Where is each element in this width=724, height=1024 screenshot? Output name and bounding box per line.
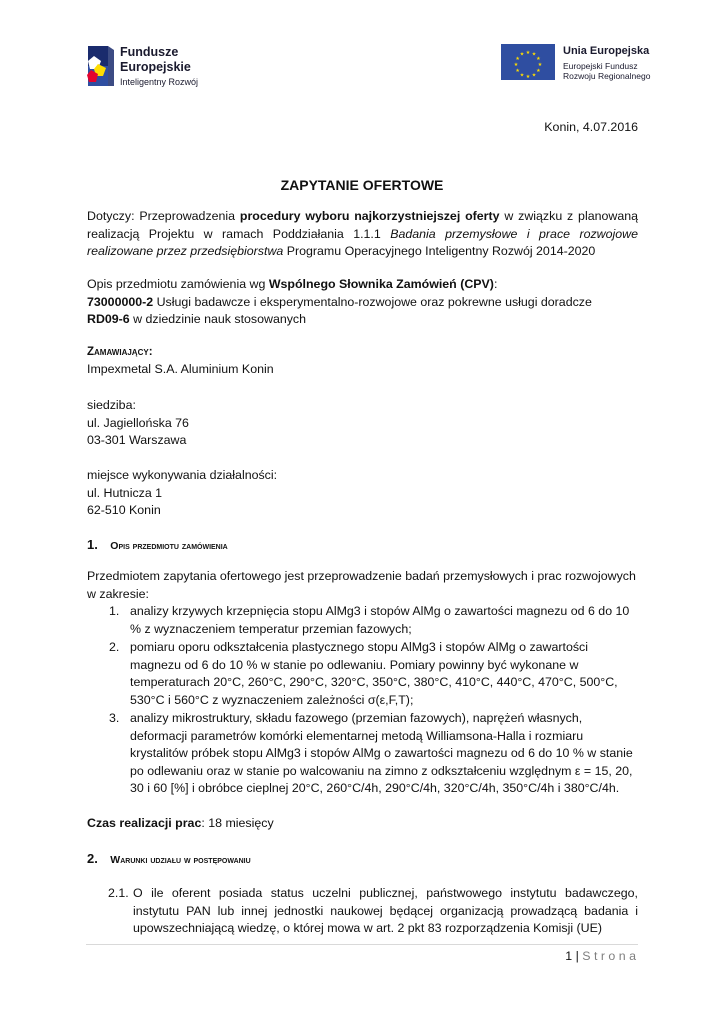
fe-emblem-icon xyxy=(86,42,116,90)
section2-item-1 xyxy=(108,885,638,938)
section1-item-2-text: pomiaru oporu odkształcenia plastycznego stopu AlMg3 i stopów AlMg o zawartości magnezu od 6 do 10 % w stanie po odlewaniu. Pomiary powinny być wykonane w temperaturach 20°C, 260°C, 290°C, 320°C, 350°C, 380°C, 410°C, 440°C, 470°C, 500°C, 530°C i 560°C z wyznaczeniem zależności σ(ε,F,T); xyxy=(130,640,618,707)
unia-europejska-logo xyxy=(501,44,661,84)
section1-item-1-text: analizy krzywych krzepnięcia stopu AlMg3 i stopów AlMg o zawartości magnezu od 6 do 10 % z wyznaczeniem temperatur przemian fazowych; xyxy=(130,604,630,636)
miejsce-label: miejsce wykonywania działalności: xyxy=(87,468,278,482)
miejsce-block xyxy=(87,467,277,520)
document-title: ZAPYTANIE OFERTOWE xyxy=(280,177,444,193)
intro-p1-end: Programu Operacyjnego Inteligentny Rozwój 2014-2020 xyxy=(283,244,596,259)
cpv-line3 xyxy=(87,311,647,329)
svg-text:★: ★ xyxy=(525,74,531,80)
section1-item-2 xyxy=(109,639,640,709)
cpv-code2-text: w dziedzinie nauk stosowanych xyxy=(129,312,307,327)
section2-heading xyxy=(87,850,251,868)
siedziba-block xyxy=(87,397,189,450)
svg-text:★: ★ xyxy=(531,72,537,79)
siedziba-city: 03-301 Warszawa xyxy=(87,433,187,448)
section1-item-3 xyxy=(109,710,640,798)
footer-label: S t r o n a xyxy=(582,949,636,963)
section1-heading xyxy=(87,536,228,554)
eu-line2: Rozwoju Regionalnego xyxy=(563,71,651,81)
svg-text:★: ★ xyxy=(536,68,541,74)
svg-text:★: ★ xyxy=(536,56,541,62)
fe-line1: Fundusze xyxy=(120,45,179,59)
svg-text:★: ★ xyxy=(515,68,520,74)
czas-label: Czas realizacji prac xyxy=(87,816,202,830)
section1-intro: Przedmiotem zapytania ofertowego jest przeprowadzenie badań przemysłowych i prac rozwojowych w zakresie: xyxy=(87,569,636,601)
intro-p1-rest: w związku z planowaną realizacją Projektu w ramach Poddziałania 1.1.1 xyxy=(87,209,638,241)
fundusze-europejskie-logo xyxy=(86,42,211,92)
cpv-line1-a: Opis przedmiotu zamówienia wg xyxy=(87,277,269,291)
svg-text:★: ★ xyxy=(519,72,525,79)
intro-p1-bold: procedury wyboru najkorzystniejszej oferty xyxy=(239,209,500,223)
czas-realizacji xyxy=(87,815,274,833)
cpv-line1-bold: Wspólnego Słownika Zamówień (CPV) xyxy=(268,277,494,291)
section1-item-3-text: analizy mikrostruktury, składu fazowego (przemian fazowych), naprężeń własnych, deformacji parametrów komórki elementarnej metodą Williamsona-Halla i rozmiaru krystalitów próbek stopu AlMg3 i stopów AlMg o zawartości magnezu od 6 do 10 % w stanie po odlewaniu oraz w stanie po walcowaniu na zimno z odkształceniu względnym ε = 15, 20, 30 i 60 [%] i obróbce cieplnej 20°C, 260°C/4h, 290°C/4h, 320°C/4h, 350°C/4h i 380°C/4h. xyxy=(130,711,633,796)
eu-flag-icon xyxy=(501,44,555,80)
footer-page-number: 1 xyxy=(565,949,573,963)
zamawiajacy-label: Zamawiający: xyxy=(87,346,153,358)
svg-text:★: ★ xyxy=(513,62,519,68)
cpv-line2 xyxy=(87,294,647,312)
section1-item-1 xyxy=(109,603,640,638)
siedziba-street: ul. Jagiellońska 76 xyxy=(87,415,189,430)
cpv-line1 xyxy=(87,276,647,294)
section1-item-2-num: 2. xyxy=(109,640,120,654)
fe-line2: Europejskie xyxy=(120,60,191,74)
miejsce-city: 62-510 Konin xyxy=(87,503,161,518)
section1-item-3-num: 3. xyxy=(109,711,120,725)
section1-title: Opis przedmiotu zamówienia xyxy=(110,540,228,552)
footer-divider xyxy=(86,944,638,945)
section2-title: Warunki udziału w postępowaniu xyxy=(110,854,251,866)
svg-text:★: ★ xyxy=(537,62,543,68)
cpv-line1-b: : xyxy=(493,277,498,291)
siedziba-label: siedziba: xyxy=(87,398,136,412)
svg-text:★: ★ xyxy=(525,50,531,56)
eu-title: Unia Europejska xyxy=(563,45,650,57)
fe-line3: Inteligentny Rozwój xyxy=(120,77,199,87)
section2-item-1-text: O ile oferent posiada status uczelni publicznej, państwowego instytutu badawczego, instytutu PAN lub innej jednostki naukowej będącej organizacją prowadzącą badania i upowszechniającą wiedzę, o której mowa w art. 2 pkt 83 rozporządzenia Komisji (UE) xyxy=(133,886,638,936)
intro-p1: Dotyczy: Przeprowadzenia xyxy=(87,209,240,223)
section2-num: 2. xyxy=(87,851,98,866)
cpv-code1: 73000000-2 xyxy=(87,294,154,309)
svg-text:★: ★ xyxy=(515,56,520,62)
czas-value: : 18 miesięcy xyxy=(201,816,274,830)
document-date: Konin, 4.07.2016 xyxy=(544,120,638,134)
section2-item-1-num: 2.1. xyxy=(108,886,129,900)
cpv-code1-text: Usługi badawcze i eksperymentalno-rozwojowe oraz pokrewne usługi doradcze xyxy=(153,294,592,309)
page-footer xyxy=(565,948,636,966)
intro-p1-italic: Badania przemysłowe i prace rozwojowe realizowane przez przedsiębiorstwa xyxy=(87,226,639,259)
section1-item-1-num: 1. xyxy=(109,604,120,618)
zamawiajacy-name: Impexmetal S.A. Aluminium Konin xyxy=(87,362,274,376)
svg-text:★: ★ xyxy=(531,51,537,58)
section1-num: 1. xyxy=(87,537,98,552)
miejsce-street: ul. Hutnicza 1 xyxy=(87,485,163,500)
footer-sep: | xyxy=(572,949,583,963)
svg-text:★: ★ xyxy=(519,51,525,58)
cpv-code2: RD09-6 xyxy=(87,312,130,327)
eu-line1: Europejski Fundusz xyxy=(563,61,638,71)
cpv-block xyxy=(87,276,647,329)
intro-paragraph xyxy=(87,208,638,261)
